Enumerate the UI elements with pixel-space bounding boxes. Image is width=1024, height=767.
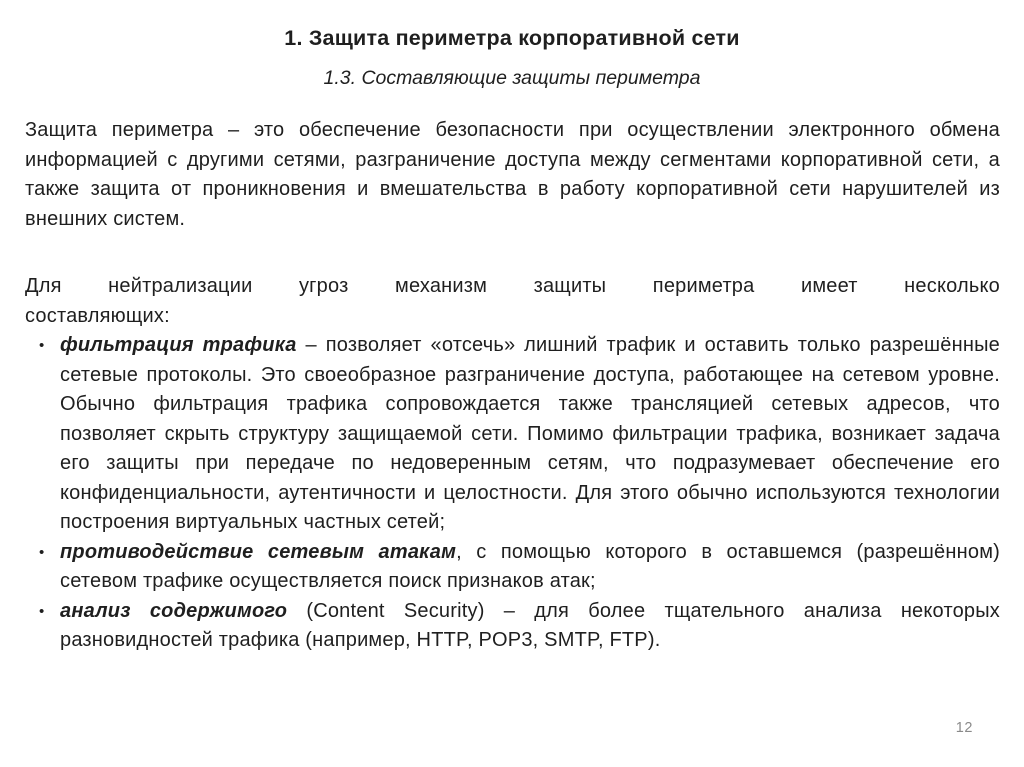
bullet-list [25,331,1000,656]
list-item-traffic-filtering [25,331,1000,538]
bullet-icon: • [39,337,45,354]
bullet-icon: • [39,602,45,620]
bullet-term: противодействие сетевым атакам [60,540,457,563]
page-title: 1. Защита периметра корпоративной сети [284,26,740,50]
page-subtitle: 1.3. Составляющие защиты периметра [323,67,701,89]
bullet-term: фильтрация трафика [60,334,297,356]
bullet-term: анализ содержимого [60,599,288,622]
list-item-content-analysis [25,597,1000,656]
slide-body [25,116,1000,656]
bullet-icon: • [39,543,45,561]
bullet-text: – позволяет «отсечь» лишний трафик и оставить только разрешённые сетевые протоколы. Это своеобразное разграничение доступа, работающее на сетевом уровне. Обычно фильтрация трафика сопровождается также трансляцией сетевых адресов, что позволяет скрыть структуру защищаемой сети. Помимо фильтрации трафика, возникает задача его защиты при передаче по недоверенным сетям, что подразумевает обеспечение его конфиденциальности, аутентичности и целостности. Для этого обычно используются технологии построения виртуальных частных сетей; [60,334,1001,533]
paragraph-definition: Защита периметра – это обеспечение безопасности при осуществлении электронного обмена информацией с другими сетями, разграничение доступа между сегментами корпоративной сети, а также защита от проникновения и вмешательства в работу корпоративной сети нарушителей из внешних систем. [25,119,1000,230]
list-item-attack-countering [25,538,1000,597]
bullet-text: (Content Security) – для более тщательного анализа некоторых разновидностей трафика (например, HTTP, POP3, SMTP, FTP). [60,599,1000,651]
page-number-label: 12 [955,720,973,736]
bullet-text: , с помощью которого в оставшемся (разрешённом) сетевом трафике осуществляется поиск признаков атак; [60,540,1000,592]
paragraph-intro: Для нейтрализации угроз механизм защиты периметра имеет несколько составляющих: [25,275,1000,327]
